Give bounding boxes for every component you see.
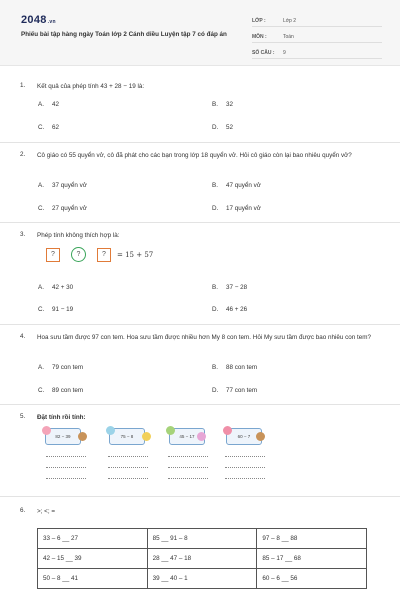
question-text: >; <; = — [37, 508, 56, 515]
logo-text: 2048 — [21, 14, 47, 26]
flower-icon — [42, 426, 51, 435]
meta-row-count — [252, 48, 382, 59]
option-letter: A. — [38, 101, 44, 108]
option-letter: C. — [38, 306, 45, 313]
option-letter: C. — [38, 205, 45, 212]
table-row — [38, 529, 367, 549]
option-letter: A. — [38, 284, 44, 291]
question-number: 5. — [20, 413, 26, 420]
answer-line[interactable] — [108, 467, 148, 468]
option-letter: B. — [212, 101, 218, 108]
question-text: Phép tính không thích hợp là: — [37, 232, 120, 239]
question-number: 3. — [20, 231, 26, 238]
answer-line[interactable] — [168, 467, 208, 468]
option-letter: D. — [212, 387, 219, 394]
option-letter: B. — [212, 182, 218, 189]
answer-line[interactable] — [108, 478, 148, 479]
meta-row-class — [252, 16, 382, 27]
answer-line[interactable] — [46, 456, 86, 457]
option-text: 17 quyển vở — [226, 205, 261, 212]
question-text: Kết quả của phép tính 43 + 28 − 19 là: — [37, 83, 145, 90]
q4-option-d[interactable] — [212, 387, 257, 394]
option-letter: B. — [212, 364, 218, 371]
q1-option-c[interactable] — [38, 124, 59, 131]
bear-icon — [78, 432, 87, 441]
answer-line[interactable] — [168, 478, 208, 479]
option-text: 91 − 19 — [52, 306, 74, 313]
table-cell[interactable]: 97 – 8 __ 88 — [257, 529, 367, 549]
q1-option-b[interactable] — [212, 101, 233, 108]
card-expression: 60 − 7 — [237, 434, 251, 439]
operator-circle: ? — [71, 247, 86, 262]
option-letter: A. — [38, 364, 44, 371]
question-text: Hoa sưu tầm được 97 con tem. Hoa sưu tầm được nhiều hơn My 8 con tem. Hỏi My sưu tầm được bao nhiêu con tem? — [37, 334, 372, 341]
option-text: 52 — [226, 124, 234, 131]
card-expression: 82 − 39 — [55, 434, 71, 439]
unknown-box: ? — [97, 248, 111, 262]
meta-value: Lớp 2 — [283, 18, 297, 24]
flower-icon — [223, 426, 232, 435]
logo-suffix: .vn — [47, 19, 56, 25]
q4-option-a[interactable] — [38, 364, 83, 371]
flower-icon — [197, 432, 206, 441]
table-cell[interactable]: 33 – 6 __ 27 — [38, 529, 148, 549]
meta-key: SỐ CÂU : — [252, 50, 275, 56]
option-text: 42 + 30 — [52, 284, 74, 291]
answer-line[interactable] — [225, 478, 265, 479]
question-number: 1. — [20, 82, 26, 89]
bear-icon — [256, 432, 265, 441]
answer-line[interactable] — [225, 467, 265, 468]
option-letter: C. — [38, 387, 45, 394]
table-row — [38, 549, 367, 569]
option-text: 62 — [52, 124, 60, 131]
worksheet-header — [0, 0, 400, 66]
flower-icon — [106, 426, 115, 435]
q2-option-b[interactable] — [212, 182, 261, 189]
page-title: Phiếu bài tập hàng ngày Toán lớp 2 Cánh diều Luyện tập 7 có đáp án — [21, 31, 227, 38]
option-letter: C. — [38, 124, 45, 131]
table-cell[interactable]: 60 – 6 __ 56 — [257, 569, 367, 589]
divider — [0, 404, 400, 405]
divider — [0, 324, 400, 325]
answer-line[interactable] — [225, 456, 265, 457]
option-letter: D. — [212, 306, 219, 313]
question-text: Đặt tính rồi tính: — [37, 414, 86, 421]
table-row — [38, 569, 367, 589]
question-number: 6. — [20, 507, 26, 514]
question-number: 4. — [20, 333, 26, 340]
q3-option-a[interactable] — [38, 284, 73, 291]
comparison-table — [37, 528, 367, 589]
option-text: 89 con tem — [52, 387, 84, 394]
option-text: 47 quyển vở — [226, 182, 261, 189]
table-cell[interactable]: 28 __ 47 – 18 — [147, 549, 257, 569]
answer-line[interactable] — [46, 478, 86, 479]
q2-option-d[interactable] — [212, 205, 261, 212]
table-cell[interactable]: 85 – 17 __ 68 — [257, 549, 367, 569]
table-cell[interactable]: 85 __ 91 – 8 — [147, 529, 257, 549]
option-text: 77 con tem — [226, 387, 258, 394]
option-letter: D. — [212, 205, 219, 212]
meta-value: Toán — [283, 34, 294, 40]
card-expression: 75 − 8 — [120, 434, 134, 439]
q3-option-d[interactable] — [212, 306, 247, 313]
divider — [0, 222, 400, 223]
q4-option-b[interactable] — [212, 364, 257, 371]
table-cell[interactable]: 42 – 15 __ 39 — [38, 549, 148, 569]
table-cell[interactable]: 39 __ 40 – 1 — [147, 569, 257, 589]
question-number: 2. — [20, 151, 26, 158]
q3-option-c[interactable] — [38, 306, 73, 313]
answer-line[interactable] — [108, 456, 148, 457]
option-text: 46 + 26 — [226, 306, 248, 313]
meta-info — [252, 16, 382, 64]
option-letter: D. — [212, 124, 219, 131]
q4-option-c[interactable] — [38, 387, 83, 394]
divider — [0, 496, 400, 497]
option-text: 27 quyển vở — [52, 205, 87, 212]
duck-icon — [142, 432, 151, 441]
answer-line[interactable] — [168, 456, 208, 457]
divider — [0, 142, 400, 143]
meta-key: LỚP : — [252, 18, 266, 24]
q1-option-d[interactable] — [212, 124, 233, 131]
card-expression: 45 − 17 — [179, 434, 195, 439]
q3-option-b[interactable] — [212, 284, 247, 291]
option-text: 88 con tem — [226, 364, 258, 371]
option-text: 32 — [226, 101, 234, 108]
table-cell[interactable]: 50 – 8 __ 41 — [38, 569, 148, 589]
meta-row-subject — [252, 32, 382, 43]
option-letter: B. — [212, 284, 218, 291]
option-text: 37 quyển vở — [52, 182, 87, 189]
answer-line[interactable] — [46, 467, 86, 468]
q2-option-c[interactable] — [38, 205, 87, 212]
site-logo[interactable] — [21, 14, 56, 26]
option-text: 79 con tem — [52, 364, 84, 371]
q2-option-a[interactable] — [38, 182, 87, 189]
unknown-box: ? — [46, 248, 60, 262]
option-letter: A. — [38, 182, 44, 189]
meta-key: MÔN : — [252, 34, 267, 40]
option-text: 37 − 28 — [226, 284, 248, 291]
equation-text: = 15 + 57 — [117, 251, 154, 259]
meta-value: 9 — [283, 50, 286, 56]
option-text: 42 — [52, 101, 60, 108]
question-text: Cô giáo có 55 quyển vở, cô đã phát cho các bạn trong lớp 18 quyển vở. Hỏi cô giáo còn lại bao nhiêu quyển vở? — [37, 152, 352, 159]
q1-option-a[interactable] — [38, 101, 59, 108]
flower-icon — [166, 426, 175, 435]
